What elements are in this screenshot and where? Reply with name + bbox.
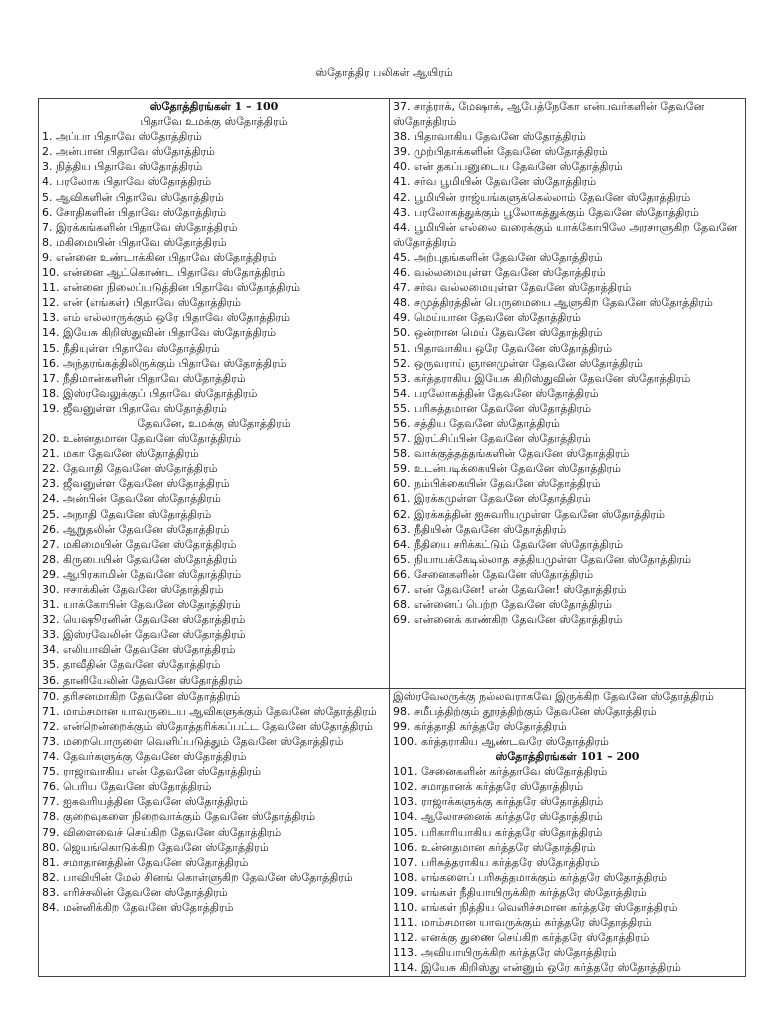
list-item: 112. எனக்கு துணை செய்கிற கர்த்தரே ஸ்தோத்திரம் xyxy=(393,931,650,945)
list-item: 54. பரலோகத்தின் தேவனே ஸ்தோத்திரம் xyxy=(393,386,599,400)
list-item: 82. பாவியின் மேல் சினங் கொள்ளுகிற தேவனே ஸ்தோத்திரம் xyxy=(42,870,353,884)
list-item: 42. பூமியின் ராஜ்யங்களுக்கெல்லாம் தேவனே ஸ்தோத்திரம் xyxy=(393,190,691,204)
list-item: 1. அப்பா பிதாவே ஸ்தோத்திரம் xyxy=(42,130,202,144)
list-item: 105. பரிகாரியாகிய கர்த்தரே ஸ்தோத்திரம் xyxy=(393,825,603,839)
list-item: 22. தேவாதி தேவனே ஸ்தோத்திரம் xyxy=(42,462,218,476)
list-item: 14. இயேசு கிறிஸ்துவின் பிதாவே ஸ்தோத்திரம் xyxy=(42,326,277,340)
list-item: 44. பூமியின் எல்லை வரைக்கும் யாக்கோபிலே அரசாளுகிற தேவனே ஸ்தோத்திரம் xyxy=(393,220,738,249)
list-item: 77. ஐசுவரியத்தின தேவனே ஸ்தோத்திரம் xyxy=(42,795,248,809)
list-item: இஸ்ரவேலருக்கு நல்லவராகவே இருக்கிற தேவனே ஸ்தோத்திரம் xyxy=(393,689,714,703)
list-item: 4. பரலோக பிதாவே ஸ்தோத்திரம் xyxy=(42,175,212,189)
list-item: 80. ஜெயங்கொடுக்கிற தேவனே ஸ்தோத்திரம் xyxy=(42,840,269,854)
list-item: 34. எலியாவின் தேவனே ஸ்தோத்திரம் xyxy=(42,643,236,657)
list-item: 50. ஒன்றான மெய் தேவனே ஸ்தோத்திரம் xyxy=(393,326,603,340)
list-item: 11. என்னை நிலைப்படுத்தின பிதாவே ஸ்தோத்திரம் xyxy=(42,281,301,295)
list-item: 81. சமாதானத்தின் தேவனே ஸ்தோத்திரம் xyxy=(42,855,249,869)
list-item: 99. கர்த்தாதி கர்த்தரே ஸ்தோத்திரம் xyxy=(393,719,567,733)
list-item: 17. நீதிமான்களின் பிதாவே ஸ்தோத்திரம் xyxy=(42,371,246,385)
list-item: 10. என்னை ஆட்கொண்ட பிதாவே ஸ்தோத்திரம் xyxy=(42,266,286,280)
list-item: 49. மெய்யான தேவனே ஸ்தோத்திரம் xyxy=(393,311,581,325)
list-item: 79. விளைவைச் செய்கிற தேவனே ஸ்தோத்திரம் xyxy=(42,825,282,839)
list-item: 15. நீதியுள்ள பிதாவே ஸ்தோத்திரம் xyxy=(42,341,220,355)
list-item: 113. அவியாயிருக்கிற கர்த்தரே ஸ்தோத்திரம் xyxy=(393,946,617,960)
list-item: 53. கர்த்தராகிய இயேசு கிறிஸ்துவின் தேவனே ஸ்தோத்திரம் xyxy=(393,371,691,385)
list-item: 61. இரக்கமுள்ள தேவனே ஸ்தோத்திரம் xyxy=(393,492,591,506)
list-item: 39. முற்பிதாக்களின் தேவனே ஸ்தோத்திரம் xyxy=(393,145,608,159)
list-item: 68. என்னைப் பெற்ற தேவனே ஸ்தோத்திரம் xyxy=(393,598,612,612)
list-item: 78. குறைவுகளை நிறைவாக்கும் தேவனே ஸ்தோத்திரம் xyxy=(42,810,316,824)
section-heading: தேவனே, உமக்கு ஸ்தோத்திரம் xyxy=(137,416,291,430)
list-item: 33. இஸ்ரவேலின் தேவனே ஸ்தோத்திரம் xyxy=(42,628,246,642)
list-item: 109. எங்கள் நீதியாயிருக்கிற கர்த்தரே ஸ்தோத்திரம் xyxy=(393,885,647,899)
list-item: 19. ஜீவனுள்ள பிதாவே ஸ்தோத்திரம் xyxy=(42,401,227,415)
list-item: 35. தாவீதின் தேவனே ஸ்தோத்திரம் xyxy=(42,658,221,672)
section-heading: பிதாவே உமக்கு ஸ்தோத்திரம் xyxy=(140,115,288,129)
list-item: 8. மகிமையின் பிதாவே ஸ்தோத்திரம் xyxy=(42,235,227,249)
list-item: 65. நியாயக்கேடில்லாத சத்தியமுள்ள தேவனே ஸ்தோத்திரம் xyxy=(393,552,692,566)
list-item: 114. இயேசு கிறிஸ்து என்னும் ஒரே கர்த்தரே ஸ்தோத்திரம் xyxy=(393,961,681,975)
list-item: 41. சர்வ பூமியின் தேவனே ஸ்தோத்திரம் xyxy=(393,175,597,189)
list-item: 51. பிதாவாகிய ஒரே தேவனே ஸ்தோத்திரம் xyxy=(393,341,613,355)
list-item: 47. சர்வ வல்லமையுள்ள தேவனே ஸ்தோத்திரம் xyxy=(393,281,632,295)
list-item: 23. ஜீவனுள்ள தேவனே ஸ்தோத்திரம் xyxy=(42,477,230,491)
list-item: 27. மகிமையின் தேவனே ஸ்தோத்திரம் xyxy=(42,537,237,551)
document-title: ஸ்தோத்திர பலிகள் ஆயிரம் xyxy=(315,66,453,79)
list-item: 25. அநாதி தேவனே ஸ்தோத்திரம் xyxy=(42,507,212,521)
list-item: 101. சேனைகளின் கர்த்தாவே ஸ்தோத்திரம் xyxy=(393,765,608,779)
list-item: 111. மாம்சமான யாவருக்கும் கர்த்தரே ஸ்தோத்திரம் xyxy=(393,916,652,930)
list-item: 66. சேனைகளின் தேவனே ஸ்தோத்திரம் xyxy=(393,567,594,581)
section-heading xyxy=(42,99,386,114)
list-item: 12. என் (எங்கள்) பிதாவே ஸ்தோத்திரம் xyxy=(42,296,242,310)
heading-text: ஸ்தோத்திரங்கள் 1 – 100 xyxy=(149,100,279,113)
list-item: 5. ஆவிகளின் பிதாவே ஸ்தோத்திரம் xyxy=(42,190,224,204)
list-item: 45. அற்புதங்களின் தேவனே ஸ்தோத்திரம் xyxy=(393,250,603,264)
list-item: 56. சத்திய தேவனே ஸ்தோத்திரம் xyxy=(393,416,560,430)
list-item: 13. எம் எல்லாருக்கும் ஒரே பிதாவே ஸ்தோத்திரம் xyxy=(42,311,291,325)
list-item: 20. உன்னதமான தேவனே ஸ்தோத்திரம் xyxy=(42,432,241,446)
cell-bottom-left xyxy=(39,688,390,976)
list-item: 31. யாக்கோபின் தேவனே ஸ்தோத்திரம் xyxy=(42,598,241,612)
cell-top-right xyxy=(390,99,746,689)
list-item: 30. ஈசாக்கின் தேவனே ஸ்தோத்திரம் xyxy=(42,583,224,596)
list-item: 52. ஒருவராய் ஞானமுள்ள தேவனே ஸ்தோத்திரம் xyxy=(393,356,643,370)
list-item: 70. தரிசனமாகிற தேவனே ஸ்தோத்திரம் xyxy=(42,689,241,703)
list-item: 9. என்னை உண்டாக்கின பிதாவே ஸ்தோத்திரம் xyxy=(42,250,277,264)
list-item: 7. இரக்கங்களின் பிதாவே ஸ்தோத்திரம் xyxy=(42,220,238,234)
list-item: 100. கர்த்தராகிய ஆண்டவரே ஸ்தோத்திரம் xyxy=(393,734,609,748)
hymn-table xyxy=(38,98,746,977)
list-item: 18. இஸ்ரவேலுக்குப் பிதாவே ஸ்தோத்திரம் xyxy=(42,386,258,400)
list-item: 73. மறைபொருளை வெளிப்படுத்தும் தேவனே ஸ்தோத்திரம் xyxy=(42,734,344,748)
list-item: 37. சாத்ராக், மேஷாக், ஆபேத்நேகோ என்பவர்களின் தேவனே ஸ்தோத்திரம் xyxy=(393,100,705,129)
list-item: 74. தேவர்களுக்கு தேவனே ஸ்தோத்திரம் xyxy=(42,750,247,764)
list-item: 2. அன்பான பிதாவே ஸ்தோத்திரம் xyxy=(42,145,216,159)
list-item: 107. பரிசுத்தராகிய கர்த்தரே ஸ்தோத்திரம் xyxy=(393,855,600,869)
list-item: 108. எங்களைப் பரிசுத்தமாக்கும் கர்த்தரே ஸ்தோத்திரம் xyxy=(393,870,667,884)
list-item: 55. பரிசுத்தமான தேவனே ஸ்தோத்திரம் xyxy=(393,401,592,415)
list-item: 21. மகா தேவனே ஸ்தோத்திரம் xyxy=(42,447,199,461)
list-item: 83. எரிச்சலின் தேவனே ஸ்தோத்திரம் xyxy=(42,885,228,899)
list-item: 26. ஆறுதலின் தேவனே ஸ்தோத்திரம் xyxy=(42,522,230,536)
list-item: 98. சமீபத்திற்கும் தூரத்திற்கும் தேவனே ஸ்தோத்திரம் xyxy=(393,704,657,718)
list-item: 29. ஆபிரகாமின் தேவனே ஸ்தோத்திரம் xyxy=(42,567,242,581)
list-item: 60. நம்பிக்கையின் தேவனே ஸ்தோத்திரம் xyxy=(393,477,601,491)
list-item: 84. மன்னிக்கிற தேவனே ஸ்தோத்திரம் xyxy=(42,900,234,914)
list-item: 59. உடன்படிக்கையின் தேவனே ஸ்தோத்திரம் xyxy=(393,462,621,476)
list-item: 3. நித்திய பிதாவே ஸ்தோத்திரம் xyxy=(42,160,203,174)
heading-text: ஸ்தோத்திரங்கள் 101 – 200 xyxy=(495,750,640,764)
list-item: 28. கிருபையின் தேவனே ஸ்தோத்திரம் xyxy=(42,552,237,566)
list-item: 103. ராஜாக்களுக்கு கர்த்தரே ஸ்தோத்திரம் xyxy=(393,795,604,809)
list-item: 71. மாம்சமான யாவருடைய ஆவிகளுக்கும் தேவனே ஸ்தோத்திரம் xyxy=(42,704,377,718)
list-item: 48. சமுத்திரத்தின் பெருமையை ஆளுகிற தேவனே ஸ்தோத்திரம் xyxy=(393,296,713,310)
cell-bottom-right xyxy=(390,688,746,976)
list-item: 16. அந்தரங்கத்திலிருக்கும் பிதாவே ஸ்தோத்திரம் xyxy=(42,356,287,370)
list-item: 106. உன்னதமான கர்த்தரே ஸ்தோத்திரம் xyxy=(393,840,596,854)
list-item: 102. சமாதானக் கர்த்தரே ஸ்தோத்திரம் xyxy=(393,780,584,794)
table-row xyxy=(39,688,746,976)
list-item: 36. தானியேலின் தேவனே ஸ்தோத்திரம் xyxy=(42,673,243,687)
list-item: 72. என்றென்றைக்கும் ஸ்தோத்தரிக்கப்பட்ட தேவனே ஸ்தோத்திரம் xyxy=(42,719,373,733)
list-item: 58. வாக்குத்தத்தங்களின் தேவனே ஸ்தோத்திரம் xyxy=(393,447,630,461)
list-item: 40. என் தகப்பனுடைய தேவனே ஸ்தோத்திரம் xyxy=(393,160,623,174)
list-item: 57. இரட்சிப்பின் தேவனே ஸ்தோத்திரம் xyxy=(393,432,591,446)
list-item: 110. எங்கள் நித்திய வெளிச்சமான கர்த்தரே ஸ்தோத்திரம் xyxy=(393,900,678,914)
section-heading xyxy=(393,749,742,764)
list-item: 62. இரக்கத்தின் ஐசுவரியமுள்ள தேவனே ஸ்தோத்திரம் xyxy=(393,507,665,521)
list-item: 75. ராஜாவாகிய என் தேவனே ஸ்தோத்திரம் xyxy=(42,765,262,779)
cell-top-left xyxy=(39,99,390,689)
table-row xyxy=(39,99,746,689)
list-item: 63. நீதியின் தேவனே ஸ்தோத்திரம் xyxy=(393,522,567,536)
list-item: 43. பரலோகத்துக்கும் பூலோகத்துக்கும் தேவனே ஸ்தோத்திரம் xyxy=(393,205,699,219)
list-item: 69. என்னைக் காண்கிற தேவனே ஸ்தோத்திரம் xyxy=(393,613,623,627)
list-item: 67. என் தேவனே! என் தேவனே! ஸ்தோத்திரம் xyxy=(393,583,627,596)
list-item: 38. பிதாவாகிய தேவனே ஸ்தோத்திரம் xyxy=(393,130,586,144)
list-item: 24. அன்பின் தேவனே ஸ்தோத்திரம் xyxy=(42,492,221,506)
list-item: 104. ஆலோசனைக் கர்த்தரே ஸ்தோத்திரம் xyxy=(393,810,603,824)
list-item: 32. யெஷூரனின் தேவனே ஸ்தோத்திரம் xyxy=(42,613,246,627)
list-item: 64. நீதியை சரிக்கட்டும் தேவனே ஸ்தோத்திரம் xyxy=(393,537,624,551)
list-item: 46. வல்லமையுள்ள தேவனே ஸ்தோத்திரம் xyxy=(393,266,606,280)
list-item: 6. சோதிகளின் பிதாவே ஸ்தோத்திரம் xyxy=(42,205,227,219)
list-item: 76. பெரிய தேவனே ஸ்தோத்திரம் xyxy=(42,780,212,794)
